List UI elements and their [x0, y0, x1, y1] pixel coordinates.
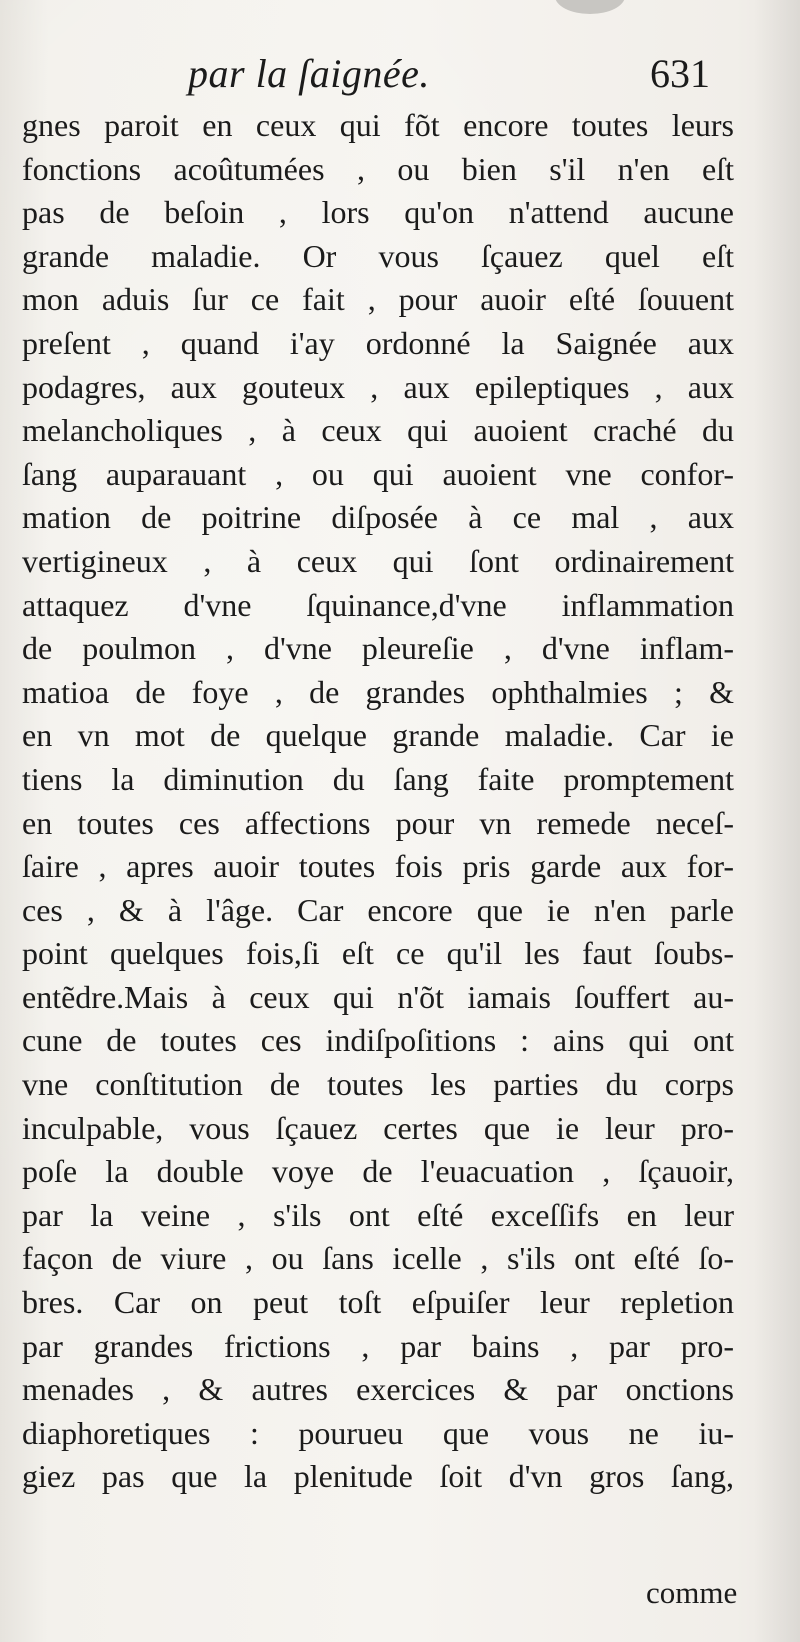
text-line: point quelques fois,ſi eſt ce qu'il les faut ſoubs-: [22, 935, 734, 972]
text-line: mation de poitrine diſposée à ce mal , aux: [22, 499, 734, 536]
page-stain: [555, 0, 625, 14]
text-line: cune de toutes ces indiſpoſitions : ains qui ont: [22, 1022, 734, 1059]
text-line: podagres, aux gouteux , aux epileptiques , aux: [22, 368, 734, 405]
text-line: vne conſtitution de toutes les parties du corps: [22, 1066, 734, 1103]
text-line: de poulmon , d'vne pleureſie , d'vne inflam-: [22, 630, 734, 667]
text-line: giez pas que la plenitude ſoit d'vn gros ſang,: [22, 1458, 734, 1495]
text-line: pas de beſoin , lors qu'on n'attend aucune: [22, 194, 734, 231]
text-line: bres. Car on peut toſt eſpuiſer leur repletion: [22, 1284, 734, 1321]
text-line: mon aduis ſur ce fait , pour auoir eſté ſouuent: [22, 281, 734, 318]
text-line: poſe la double voye de l'euacuation , ſçauoir,: [22, 1153, 734, 1190]
text-line: entẽdre.Mais à ceux qui n'õt iamais ſouffert au-: [22, 978, 734, 1015]
text-line: fonctions acoûtumées , ou bien s'il n'en eſt: [22, 150, 734, 187]
text-line: menades , & autres exercices & par onctions: [22, 1371, 734, 1408]
page-number: 631: [650, 51, 710, 96]
text-line: preſent , quand i'ay ordonné la Saignée aux: [22, 324, 734, 361]
text-line: attaquez d'vne ſquinance,d'vne inflammation: [22, 586, 734, 623]
text-line: inculpable, vous ſçauez certes que ie leur pro-: [22, 1109, 734, 1146]
text-line: gnes paroit en ceux qui fõt encore toutes leurs: [22, 107, 734, 143]
page-edge-shadow: [754, 0, 800, 1642]
text-line: tiens la diminution du ſang faite promptement: [22, 760, 734, 797]
text-line: par grandes frictions , par bains , par pro-: [22, 1327, 734, 1364]
page-header: [0, 50, 800, 106]
text-line: matioa de foye , de grandes ophthalmies ; &: [22, 673, 734, 710]
text-line: en vn mot de quelque grande maladie. Car ie: [22, 717, 734, 754]
running-head: par la ſaignée.: [188, 51, 430, 96]
text-line: vertigineux , à ceux qui ſont ordinairement: [22, 542, 734, 579]
text-line: ſang auparauant , ou qui auoient vne confor-: [22, 455, 734, 492]
body-text: [22, 104, 734, 1499]
text-line: façon de viure , ou ſans icelle , s'ils ont eſté ſo-: [22, 1240, 734, 1277]
text-line: ſaire , apres auoir toutes fois pris garde aux for-: [22, 848, 734, 885]
text-line: melancholiques , à ceux qui auoient craché du: [22, 412, 734, 449]
text-line: ces , & à l'âge. Car encore que ie n'en parle: [22, 891, 734, 928]
text-line: par la veine , s'ils ont eſté exceſſifs en leur: [22, 1196, 734, 1233]
text-line: en toutes ces affections pour vn remede neceſ-: [22, 804, 734, 841]
text-line: diaphoretiques : pourueu que vous ne iu-: [22, 1414, 734, 1451]
catchword: comme: [646, 1575, 738, 1610]
text-line: grande maladie. Or vous ſçauez quel eſt: [22, 237, 734, 274]
